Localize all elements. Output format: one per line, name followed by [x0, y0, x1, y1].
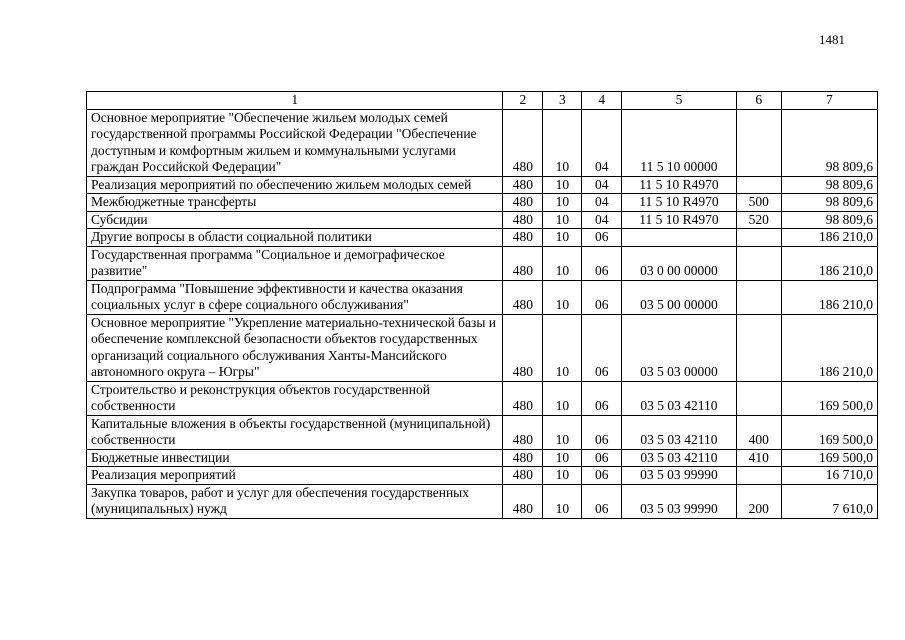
admin-code-cell: 480 [503, 109, 543, 176]
section-code-cell: 10 [543, 246, 582, 280]
subsection-code-cell: 06 [582, 467, 622, 485]
section-code-cell: 10 [543, 467, 582, 485]
target-article-cell: 03 5 03 42110 [622, 415, 737, 449]
admin-code-cell: 480 [503, 415, 543, 449]
expense-type-cell [736, 314, 781, 381]
subsection-code-cell: 04 [582, 211, 622, 229]
expense-type-cell: 400 [736, 415, 781, 449]
expense-type-cell [736, 381, 781, 415]
amount-cell: 16 710,0 [781, 467, 877, 485]
section-code-cell: 10 [543, 109, 582, 176]
target-article-cell: 03 5 03 99990 [622, 467, 737, 485]
amount-cell: 98 809,6 [781, 194, 877, 212]
expense-type-cell [736, 109, 781, 176]
admin-code-cell: 480 [503, 194, 543, 212]
target-article-cell: 11 5 10 R4970 [622, 211, 737, 229]
subsection-code-cell: 04 [582, 194, 622, 212]
header-cell: 7 [781, 92, 877, 110]
admin-code-cell: 480 [503, 176, 543, 194]
subsection-code-cell: 06 [582, 484, 622, 518]
header-cell: 6 [736, 92, 781, 110]
item-name-cell: Бюджетные инвестиции [87, 449, 503, 467]
target-article-cell [622, 229, 737, 247]
target-article-cell: 03 5 00 00000 [622, 280, 737, 314]
admin-code-cell: 480 [503, 229, 543, 247]
expense-type-cell: 500 [736, 194, 781, 212]
admin-code-cell: 480 [503, 381, 543, 415]
target-article-cell: 03 5 03 00000 [622, 314, 737, 381]
target-article-cell: 11 5 10 R4970 [622, 176, 737, 194]
budget-table [86, 91, 878, 519]
item-name-cell: Реализация мероприятий [87, 467, 503, 485]
amount-cell: 186 210,0 [781, 314, 877, 381]
amount-cell: 169 500,0 [781, 381, 877, 415]
subsection-code-cell: 06 [582, 415, 622, 449]
item-name-cell: Закупка товаров, работ и услуг для обеспечения государственных (муниципальных) нужд [87, 484, 503, 518]
admin-code-cell: 480 [503, 449, 543, 467]
amount-cell: 186 210,0 [781, 280, 877, 314]
item-name-cell: Капитальные вложения в объекты государственной (муниципальной) собственности [87, 415, 503, 449]
section-code-cell: 10 [543, 415, 582, 449]
subsection-code-cell: 06 [582, 314, 622, 381]
header-cell: 5 [622, 92, 737, 110]
expense-type-cell [736, 280, 781, 314]
page-number: 1481 [819, 32, 845, 47]
amount-cell: 186 210,0 [781, 229, 877, 247]
target-article-cell: 11 5 10 R4970 [622, 194, 737, 212]
table-row [87, 194, 878, 212]
expense-type-cell [736, 229, 781, 247]
subsection-code-cell: 06 [582, 381, 622, 415]
section-code-cell: 10 [543, 194, 582, 212]
admin-code-cell: 480 [503, 280, 543, 314]
header-cell: 4 [582, 92, 622, 110]
target-article-cell: 03 5 03 42110 [622, 381, 737, 415]
section-code-cell: 10 [543, 449, 582, 467]
header-cell: 3 [543, 92, 582, 110]
expense-type-cell: 200 [736, 484, 781, 518]
table-row [87, 211, 878, 229]
amount-cell: 169 500,0 [781, 449, 877, 467]
amount-cell: 186 210,0 [781, 246, 877, 280]
section-code-cell: 10 [543, 484, 582, 518]
subsection-code-cell: 06 [582, 449, 622, 467]
table-row [87, 314, 878, 381]
item-name-cell: Основное мероприятие "Укрепление материально-технической базы и обеспечение комплексной безопасности объектов государственных организаций социального обслуживания Ханты-Мансийского автономного округа – Югры" [87, 314, 503, 381]
amount-cell: 98 809,6 [781, 176, 877, 194]
table-row [87, 449, 878, 467]
target-article-cell: 03 0 00 00000 [622, 246, 737, 280]
admin-code-cell: 480 [503, 467, 543, 485]
subsection-code-cell: 06 [582, 246, 622, 280]
section-code-cell: 10 [543, 229, 582, 247]
admin-code-cell: 480 [503, 484, 543, 518]
section-code-cell: 10 [543, 314, 582, 381]
item-name-cell: Государственная программа "Социальное и демографическое развитие" [87, 246, 503, 280]
amount-cell: 98 809,6 [781, 211, 877, 229]
section-code-cell: 10 [543, 211, 582, 229]
item-name-cell: Подпрограмма "Повышение эффективности и качества оказания социальных услуг в сфере социального обслуживания" [87, 280, 503, 314]
table-row [87, 229, 878, 247]
section-code-cell: 10 [543, 176, 582, 194]
table-row [87, 246, 878, 280]
table-row [87, 415, 878, 449]
target-article-cell: 03 5 03 99990 [622, 484, 737, 518]
expense-type-cell [736, 176, 781, 194]
admin-code-cell: 480 [503, 211, 543, 229]
section-code-cell: 10 [543, 381, 582, 415]
section-code-cell: 10 [543, 280, 582, 314]
amount-cell: 169 500,0 [781, 415, 877, 449]
subsection-code-cell: 06 [582, 280, 622, 314]
expense-type-cell: 520 [736, 211, 781, 229]
subsection-code-cell: 04 [582, 176, 622, 194]
table-row [87, 467, 878, 485]
admin-code-cell: 480 [503, 246, 543, 280]
target-article-cell: 11 5 10 00000 [622, 109, 737, 176]
subsection-code-cell: 04 [582, 109, 622, 176]
expense-type-cell [736, 246, 781, 280]
table-header-row [87, 92, 878, 110]
item-name-cell: Субсидии [87, 211, 503, 229]
admin-code-cell: 480 [503, 314, 543, 381]
table-row [87, 484, 878, 518]
expense-type-cell: 410 [736, 449, 781, 467]
target-article-cell: 03 5 03 42110 [622, 449, 737, 467]
item-name-cell: Строительство и реконструкция объектов государственной собственности [87, 381, 503, 415]
item-name-cell: Реализация мероприятий по обеспечению жильем молодых семей [87, 176, 503, 194]
subsection-code-cell: 06 [582, 229, 622, 247]
expense-type-cell [736, 467, 781, 485]
table-row [87, 381, 878, 415]
item-name-cell: Другие вопросы в области социальной политики [87, 229, 503, 247]
table-row [87, 280, 878, 314]
item-name-cell: Основное мероприятие "Обеспечение жильем молодых семей государственной программы Российской Федерации "Обеспечение доступным и комфортным жильем и коммунальными услугами граждан Российской Федерации" [87, 109, 503, 176]
header-cell: 1 [87, 92, 503, 110]
amount-cell: 98 809,6 [781, 109, 877, 176]
amount-cell: 7 610,0 [781, 484, 877, 518]
item-name-cell: Межбюджетные трансферты [87, 194, 503, 212]
header-cell: 2 [503, 92, 543, 110]
table-row [87, 109, 878, 176]
table-row [87, 176, 878, 194]
